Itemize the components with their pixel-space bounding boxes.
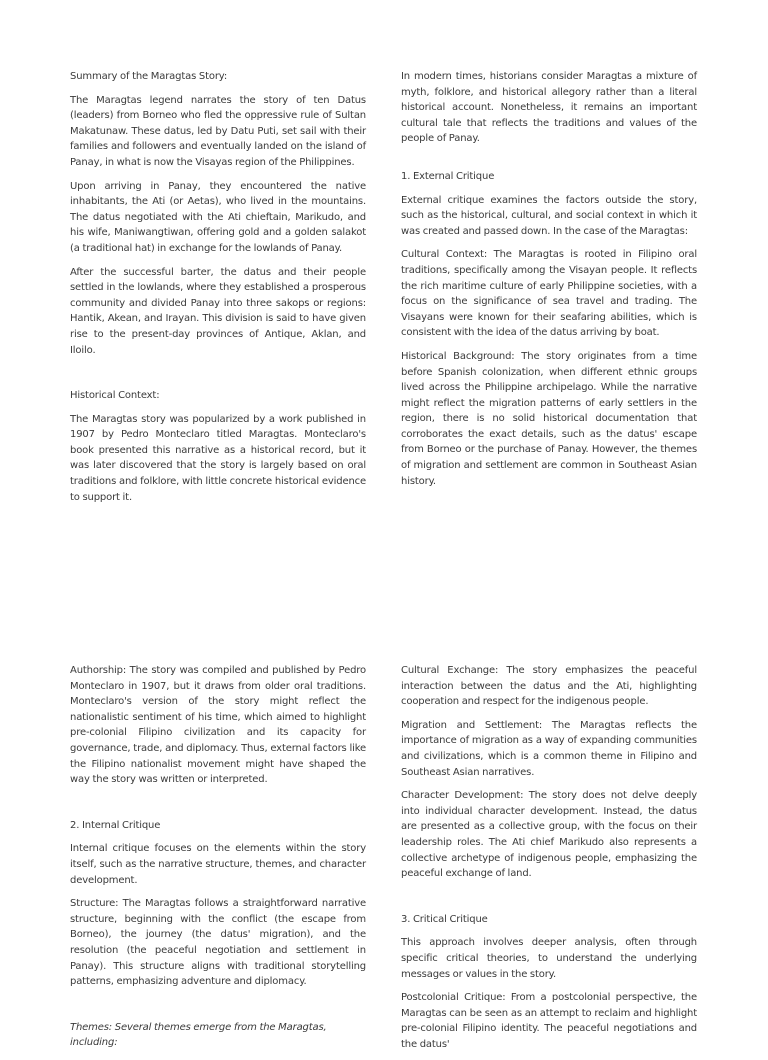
migration-settlement-paragraph: Migration and Settlement: The Maragtas reflects the importance of migration as a way of expanding communities and civilizations, which is a common theme in Filipino and Southeast Asian narratives. bbox=[401, 719, 697, 778]
internal-critique-heading: 2. Internal Critique bbox=[70, 819, 161, 831]
spacer bbox=[401, 890, 697, 912]
spacer bbox=[401, 155, 697, 169]
historical-background-paragraph: Historical Background: The story originates from a time before Spanish colonization, when different ethnic groups lived across the Philippine archipelago. While the narrative might reflect the migration patterns of early settlers in the region, there is no solid historical documentation that corroborates the exact details, such as the datus' escape from Borneo or the purchase of Panay. However, the themes of migration and settlement are common in Southeast Asian history. bbox=[401, 350, 697, 487]
authorship-paragraph: Authorship: The story was compiled and published by Pedro Monteclaro in 1907, but it draws from older oral traditions. Monteclaro's version of the story might reflect the nationalistic sentiment of his time, which aimed to highlight pre-colonial Filipino civilization and its capacity for governance, trade, and diplomacy. Thus, external factors like the Filipino nationalist movement might have shaped the way the story was written or interpreted. bbox=[70, 665, 366, 786]
summary-paragraph-1: The Maragtas legend narrates the story of ten Datus (leaders) from Borneo who fled the oppressive rule of Sultan Makatunaw. These datus, led by Datu Puti, set sail with their families and followers and eventually landed on the island of Panay, in what is now the Visayas region of the Philippines. bbox=[70, 94, 366, 168]
internal-critique-paragraph: Internal critique focuses on the elements within the story itself, such as the narrative structure, themes, and character development. bbox=[70, 843, 366, 886]
external-critique-paragraph: External critique examines the factors outside the story, such as the historical, cultural, and social context in which it was created and passed down. In the case of the Maragtas: bbox=[401, 194, 697, 237]
summary-paragraph-3: After the successful barter, the datus and their people settled in the lowlands, where they established a prosperous community and divided Panay into three sakops or regions: Hantik, Akean, and Irayan. This division is said to have given rise to the present-day provinces of Antique, Aklan, and Iloilo. bbox=[70, 266, 366, 356]
summary-paragraph-2: Upon arriving in Panay, they encountered the native inhabitants, the Ati (or Aetas), who lived in the mountains. The datus negotiated with the Ati chieftain, Marikudo, and his wife, Maniwangtiwan, offering gold and a golden salakot (a traditional hat) in exchange for the lowlands of Panay. bbox=[70, 180, 366, 254]
external-critique-heading: 1. External Critique bbox=[401, 170, 495, 182]
critical-critique-heading: 3. Critical Critique bbox=[401, 913, 488, 925]
top-left-column bbox=[70, 69, 366, 513]
summary-heading: Summary of the Maragtas Story: bbox=[70, 71, 228, 82]
critical-critique-paragraph: This approach involves deeper analysis, often through specific critical theories, to understand the underlying messages or values in the story. bbox=[401, 937, 697, 980]
themes-paragraph: Themes: Several themes emerge from the Maragtas, including: bbox=[70, 1021, 327, 1049]
historical-context-paragraph: The Maragtas story was popularized by a work published in 1907 by Pedro Monteclaro titled Maragtas. Monteclaro's book presented this narrative as a historical record, but it was later discovered that the story is largely based on oral traditions and folklore, with little concrete historical evidence to support it. bbox=[70, 413, 366, 503]
bottom-left-column bbox=[70, 663, 366, 1059]
bottom-right-column bbox=[401, 663, 697, 1060]
top-right-column bbox=[401, 69, 697, 497]
cultural-context-paragraph: Cultural Context: The Maragtas is rooted in Filipino oral traditions, specifically among the Visayan people. It reflects the rich maritime culture of early Philippine societies, with a focus on the significance of sea travel and trading. The Visayans were known for their seafaring abilities, which is consistent with the idea of the datus arriving by boat. bbox=[401, 249, 697, 339]
spacer bbox=[70, 998, 366, 1020]
structure-paragraph: Structure: The Maragtas follows a straightforward narrative structure, beginning with the conflict (the escape from Borneo), the journey (the datus' migration), and the resolution (the peaceful negotiation and settlement in Panay). This structure aligns with traditional storytelling patterns, emphasizing adventure and diplomacy. bbox=[70, 898, 366, 988]
spacer bbox=[70, 366, 366, 388]
character-development-paragraph: Character Development: The story does not delve deeply into individual character development. Instead, the datus are presented as a collective group, with the focus on their leadership roles. The Ati chief Marikudo also represents a collective archetype of indigenous people, emphasizing the peaceful exchange of land. bbox=[401, 790, 697, 880]
spacer bbox=[70, 796, 366, 818]
cultural-exchange-paragraph: Cultural Exchange: The story emphasizes the peaceful interaction between the datus and the Ati, highlighting cooperation and respect for the indigenous people. bbox=[401, 665, 697, 708]
postcolonial-critique-paragraph: Postcolonial Critique: From a postcolonial perspective, the Maragtas can be seen as an attempt to reclaim and highlight pre-colonial Filipino identity. The peaceful negotiations and the datus' bbox=[401, 992, 697, 1050]
modern-times-paragraph: In modern times, historians consider Maragtas a mixture of myth, folklore, and historical allegory rather than a literal historical account. Nonetheless, it remains an important cultural tale that reflects the traditions and values of the people of Panay. bbox=[401, 71, 697, 145]
historical-context-heading: Historical Context: bbox=[70, 390, 160, 402]
